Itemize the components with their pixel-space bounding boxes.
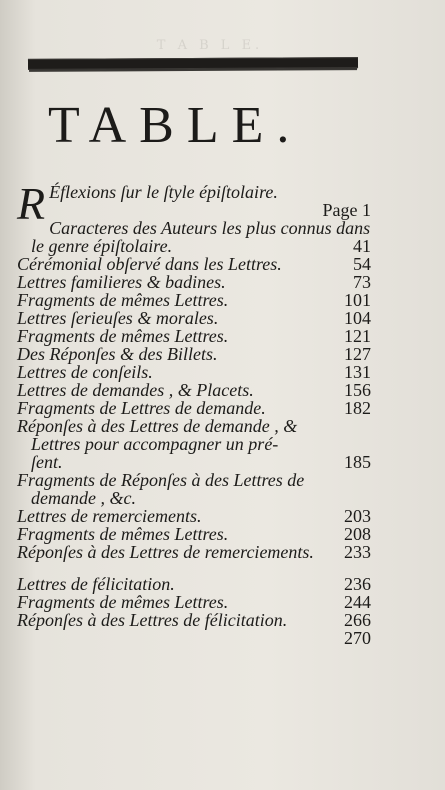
- toc-entry-text: Fragments de mêmes Lettres.: [17, 524, 229, 544]
- toc-entry-page: 266: [344, 610, 371, 630]
- toc-entry-line: [17, 417, 371, 435]
- toc-entry: [17, 575, 371, 593]
- header-rule: [28, 57, 358, 70]
- toc-entry: [17, 345, 371, 363]
- toc-entry-text: Réponſes à des Lettres de félicitation.: [17, 610, 288, 630]
- show-through-text: T A B L E.: [156, 38, 264, 53]
- toc-entry-line: [17, 237, 371, 255]
- toc-entry-line: [17, 525, 371, 543]
- toc-entry-text: le genre épiſtolaire.: [31, 236, 173, 256]
- toc-entry-page: 244: [344, 592, 371, 612]
- toc-entry-line: [17, 629, 371, 647]
- toc-entry-line: [17, 219, 371, 237]
- toc-entry: [17, 219, 371, 255]
- toc-entry-text: Éflexions ſur le ſtyle épiſtolaire.: [49, 182, 278, 202]
- toc-entry-page: 270: [344, 628, 371, 648]
- toc-entry-page: 73: [353, 272, 371, 292]
- toc-list: [17, 219, 371, 647]
- toc-entry: [17, 399, 371, 417]
- toc-entry-line: [17, 273, 371, 291]
- toc-entry-line: [17, 399, 371, 417]
- toc-entry-line: [17, 575, 371, 593]
- toc-entry-line: [17, 345, 371, 363]
- toc-entry: [17, 525, 371, 543]
- toc-entry-page: 233: [344, 542, 371, 562]
- toc-entry-page: 203: [344, 506, 371, 526]
- toc-entry-text: Fragments de mêmes Lettres.: [17, 290, 229, 310]
- toc-entry-text: Réponſes à des Lettres de remerciements.: [17, 542, 314, 562]
- toc-entry-line: [17, 471, 371, 489]
- toc-entry-text: Lettres familieres & badines.: [17, 272, 226, 292]
- toc-entry: [17, 363, 371, 381]
- toc-entry-page: 131: [344, 362, 371, 382]
- toc-entry-text: Réponſes à des Lettres de demande , &: [17, 416, 298, 436]
- toc-entry-line: [17, 453, 371, 471]
- toc-entry-line: [17, 291, 371, 309]
- toc-entry-page: 127: [344, 344, 371, 364]
- toc-entry-text: Lettres de remerciements.: [17, 506, 202, 526]
- toc-entry-page: 101: [344, 290, 371, 310]
- section-gap: [17, 561, 371, 575]
- toc-entry: [17, 309, 371, 327]
- table-of-contents: [17, 178, 371, 648]
- toc-entry-text: demande , &c.: [31, 488, 136, 508]
- toc-entry-text: Lettres de conſeils.: [17, 362, 153, 382]
- toc-entry-text: Lettres de demandes , & Placets.: [17, 380, 254, 400]
- toc-entry-line: [17, 327, 371, 345]
- toc-entry-text: Des Réponſes & des Billets.: [17, 344, 218, 364]
- drop-cap: R: [17, 178, 46, 229]
- toc-entry-page: 208: [344, 524, 371, 544]
- toc-entry-page: Page 1: [322, 200, 371, 220]
- toc-entry-line: [17, 507, 371, 525]
- toc-entry-page: 41: [353, 236, 371, 256]
- toc-entry-text: Caracteres des Auteurs les plus connus dans: [49, 218, 371, 238]
- toc-entry-page: 236: [344, 574, 371, 594]
- toc-entry-text: Lettres de félicitation.: [17, 574, 175, 594]
- toc-entry-text: Fragments de Réponſes à des Lettres de: [17, 470, 305, 490]
- toc-entry-text: Fragments de mêmes Lettres.: [17, 326, 229, 346]
- toc-entry-text: Lettres ſerieuſes & morales.: [17, 308, 219, 328]
- toc-entry: [17, 381, 371, 399]
- toc-entry: [17, 611, 371, 629]
- toc-entry: [17, 543, 371, 561]
- toc-entry-line: [17, 543, 371, 561]
- toc-entry-text: Lettres pour accompagner un pré-: [31, 434, 279, 454]
- toc-entry: [17, 593, 371, 611]
- toc-entry: [17, 255, 371, 273]
- toc-entry-page: 185: [344, 452, 371, 472]
- toc-entry-line: [17, 593, 371, 611]
- toc-entry-text: Cérémonial obſervé dans les Lettres.: [17, 254, 282, 274]
- toc-entry-line: [17, 611, 371, 629]
- toc-entry-text: ſent.: [31, 452, 63, 472]
- toc-entry: [17, 273, 371, 291]
- toc-entry: [17, 291, 371, 309]
- toc-entry: [17, 629, 371, 647]
- toc-entry: [17, 327, 371, 345]
- toc-entry: [17, 507, 371, 525]
- page-title: TABLE.: [48, 97, 303, 154]
- toc-entry-page: 121: [344, 326, 371, 346]
- toc-entry-line: [17, 381, 371, 399]
- toc-entry-page: 54: [353, 254, 371, 274]
- toc-entry-page: 156: [344, 380, 371, 400]
- toc-entry: [17, 417, 371, 471]
- toc-entry-text: Fragments de mêmes Lettres.: [17, 592, 229, 612]
- toc-entry-line: [17, 255, 371, 273]
- toc-entry-page: 182: [344, 398, 371, 418]
- toc-entry-text: Fragments de Lettres de demande.: [17, 398, 266, 418]
- toc-entry-line: [17, 489, 371, 507]
- toc-entry-line: [17, 363, 371, 381]
- toc-entry: [17, 471, 371, 507]
- toc-entry-line: [17, 309, 371, 327]
- toc-entry-page: 104: [344, 308, 371, 328]
- toc-entry-line: [17, 435, 371, 453]
